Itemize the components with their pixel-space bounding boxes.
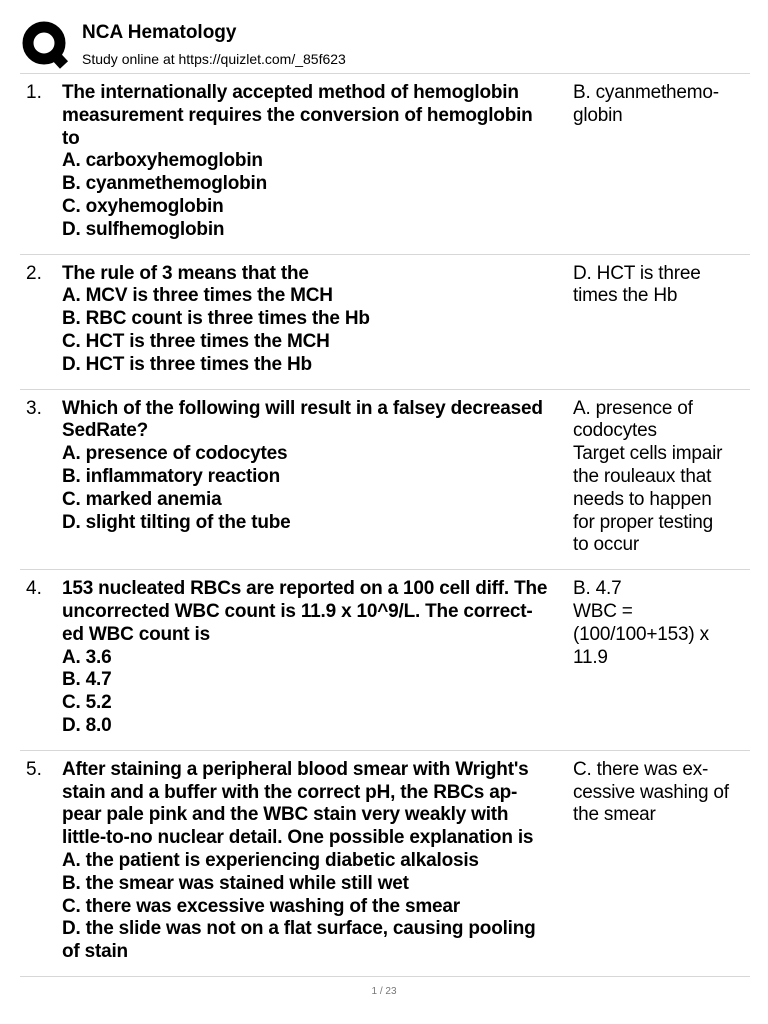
question-line: A. the patient is experiencing diabetic alkalosis (62, 849, 479, 871)
question-line: B. 4.7 (62, 669, 112, 691)
answer-line: times the Hb (573, 285, 678, 307)
question-line: C. marked anemia (62, 488, 222, 510)
question-line: A. 3.6 (62, 646, 112, 668)
document-header (20, 18, 750, 74)
question-line: measurement requires the conversion of hemoglobin (62, 104, 533, 126)
answer-line: WBC = (573, 600, 633, 622)
question-line: 153 nucleated RBCs are reported on a 100 cell diff. The (62, 578, 548, 600)
card-answer (572, 263, 750, 377)
answer-line: for proper testing (573, 511, 714, 533)
flashcard-row (20, 750, 750, 976)
card-number: 2. (26, 262, 42, 284)
card-question (62, 398, 572, 558)
answer-line: codocytes (573, 420, 657, 442)
answer-line: the smear (573, 804, 656, 826)
question-line: stain and a buffer with the correct pH, the RBCs ap- (62, 781, 518, 803)
flashcard-row (20, 389, 750, 570)
answer-line: D. HCT is three (573, 262, 701, 284)
question-line: D. HCT is three times the Hb (62, 353, 312, 375)
card-question (62, 263, 572, 377)
answer-line: needs to happen (573, 488, 712, 510)
question-line: The internationally accepted method of hemoglobin (62, 82, 519, 103)
card-answer (572, 759, 750, 964)
answer-line: cessive washing of (573, 781, 729, 803)
question-line: pear pale pink and the WBC stain very weakly with (62, 804, 509, 826)
answer-line: C. there was ex- (573, 758, 709, 780)
question-line: B. the smear was stained while still wet (62, 872, 409, 894)
quizlet-logo-icon (20, 18, 72, 70)
question-line: SedRate? (62, 420, 149, 442)
question-line: ed WBC count is (62, 623, 210, 645)
question-line: D. the slide was not on a flat surface, causing pooling (62, 918, 536, 940)
question-line: C. 5.2 (62, 692, 112, 714)
card-answer (572, 398, 750, 558)
question-line: A. presence of codocytes (62, 443, 288, 465)
question-line: to (62, 127, 80, 149)
question-line: D. slight tilting of the tube (62, 511, 291, 533)
question-line: Which of the following will result in a falsey decreased (62, 397, 543, 419)
question-line: B. inflammatory reaction (62, 465, 280, 487)
question-line: A. MCV is three times the MCH (62, 285, 333, 307)
card-question (62, 578, 572, 738)
question-line: C. there was excessive washing of the smear (62, 895, 460, 917)
question-line: B. cyanmethemoglobin (62, 173, 268, 195)
page-indicator: 1 / 23 (371, 986, 397, 997)
flashcard-row (20, 73, 750, 254)
question-line: D. 8.0 (62, 714, 112, 736)
card-question (62, 759, 572, 964)
answer-line: B. cyanmethemo- (573, 82, 719, 103)
study-online-link[interactable]: Study online at https://quizlet.com/_85f623 (82, 51, 346, 67)
card-question (62, 82, 572, 242)
answer-line: to occur (573, 534, 639, 556)
question-line: of stain (62, 941, 128, 963)
answer-line: B. 4.7 (573, 578, 622, 600)
answer-line: A. presence of (573, 397, 693, 419)
question-line: A. carboxyhemoglobin (62, 150, 263, 172)
card-answer (572, 578, 750, 738)
question-line: C. HCT is three times the MCH (62, 330, 330, 352)
flashcard-list (20, 73, 750, 977)
card-number: 3. (26, 397, 42, 419)
answer-line: 11.9 (573, 646, 608, 668)
question-line: The rule of 3 means that the (62, 262, 309, 284)
document-title: NCA Hematology (82, 22, 237, 43)
card-number: 1. (26, 82, 42, 103)
question-line: little-to-no nuclear detail. One possible explanation is (62, 827, 534, 849)
question-line: D. sulfhemoglobin (62, 218, 225, 240)
answer-line: globin (573, 104, 623, 126)
answer-line: Target cells impair (573, 443, 723, 465)
bottom-divider (20, 976, 750, 977)
flashcard-row (20, 254, 750, 389)
question-line: C. oxyhemoglobin (62, 195, 224, 217)
answer-line: (100/100+153) x (573, 623, 709, 645)
question-line: B. RBC count is three times the Hb (62, 308, 370, 330)
card-answer (572, 82, 750, 242)
question-line: uncorrected WBC count is 11.9 x 10^9/L. The correct- (62, 600, 533, 622)
card-number: 5. (26, 758, 42, 780)
flashcard-row (20, 569, 750, 750)
question-line: After staining a peripheral blood smear with Wright's (62, 758, 529, 780)
answer-line: the rouleaux that (573, 465, 712, 487)
card-number: 4. (26, 578, 42, 600)
